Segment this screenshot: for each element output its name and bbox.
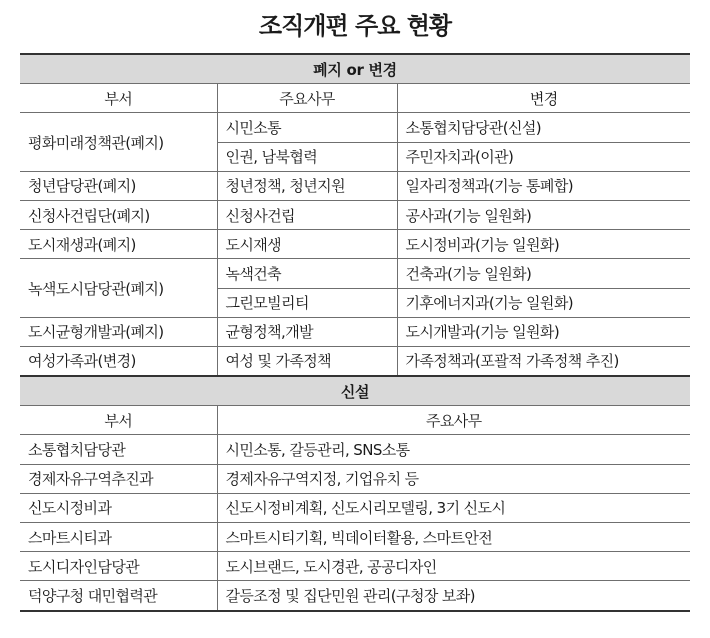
department-cell: 스마트시티과 [20,523,217,552]
department-cell: 신도시정비과 [20,493,217,522]
change-cell: 기후에너지과(기능 일원화) [397,288,690,317]
column-header-department: 부서 [20,84,217,113]
section-title-abolished: 폐지 or 변경 [20,54,690,84]
duty-cell: 신청사건립 [217,200,397,229]
table-row [20,113,690,142]
change-cell: 주민자치과(이관) [397,142,690,171]
change-cell: 건축과(기능 일원화) [397,259,690,288]
duty-cell: 경제자유구역지정, 기업유치 등 [217,464,690,493]
duty-cell: 청년정책, 청년지원 [217,171,397,200]
duty-cell: 갈등조정 및 집단민원 관리(구청장 보좌) [217,581,690,611]
table-row [20,435,690,464]
duty-cell: 시민소통 [217,113,397,142]
table-row [20,552,690,581]
page-title: 조직개편 주요 현황 [258,12,452,40]
duty-cell: 인권, 남북협력 [217,142,397,171]
table-row [20,259,690,288]
duty-cell: 여성 및 가족정책 [217,346,397,376]
column-header-main-duties: 주요사무 [217,84,397,113]
column-header-row [20,406,690,435]
duty-cell: 그린모빌리티 [217,288,397,317]
duty-cell: 녹색건축 [217,259,397,288]
column-header-change: 변경 [397,84,690,113]
department-cell: 도시디자인담당관 [20,552,217,581]
department-cell: 녹색도시담당관(폐지) [20,259,217,317]
change-cell: 소통협치담당관(신설) [397,113,690,142]
table-row [20,171,690,200]
change-cell: 도시정비과(기능 일원화) [397,230,690,259]
duty-cell: 균형정책,개발 [217,317,397,346]
reorganization-table [20,53,690,612]
table-row [20,493,690,522]
table-row [20,581,690,611]
change-cell: 공사과(기능 일원화) [397,200,690,229]
section-header-row [20,54,690,84]
change-cell: 가족정책과(포괄적 가족정책 추진) [397,346,690,376]
table-row [20,230,690,259]
change-cell: 도시개발과(기능 일원화) [397,317,690,346]
table-row [20,523,690,552]
column-header-department: 부서 [20,406,217,435]
table-row [20,464,690,493]
department-cell: 소통협치담당관 [20,435,217,464]
department-cell: 여성가족과(변경) [20,346,217,376]
duty-cell: 시민소통, 갈등관리, SNS소통 [217,435,690,464]
table-row [20,317,690,346]
section-title-new: 신설 [20,376,690,406]
duty-cell: 도시재생 [217,230,397,259]
change-cell: 일자리정책과(기능 통폐합) [397,171,690,200]
column-header-row [20,84,690,113]
department-cell: 덕양구청 대민협력관 [20,581,217,611]
duty-cell: 스마트시티기획, 빅데이터활용, 스마트안전 [217,523,690,552]
department-cell: 평화미래정책관(폐지) [20,113,217,171]
department-cell: 도시재생과(폐지) [20,230,217,259]
department-cell: 도시균형개발과(폐지) [20,317,217,346]
department-cell: 신청사건립단(폐지) [20,200,217,229]
duty-cell: 신도시정비계획, 신도시리모델링, 3기 신도시 [217,493,690,522]
department-cell: 청년담당관(폐지) [20,171,217,200]
table-row [20,346,690,376]
column-header-main-duties: 주요사무 [217,406,690,435]
table-row [20,200,690,229]
duty-cell: 도시브랜드, 도시경관, 공공디자인 [217,552,690,581]
section-header-row [20,376,690,406]
department-cell: 경제자유구역추진과 [20,464,217,493]
